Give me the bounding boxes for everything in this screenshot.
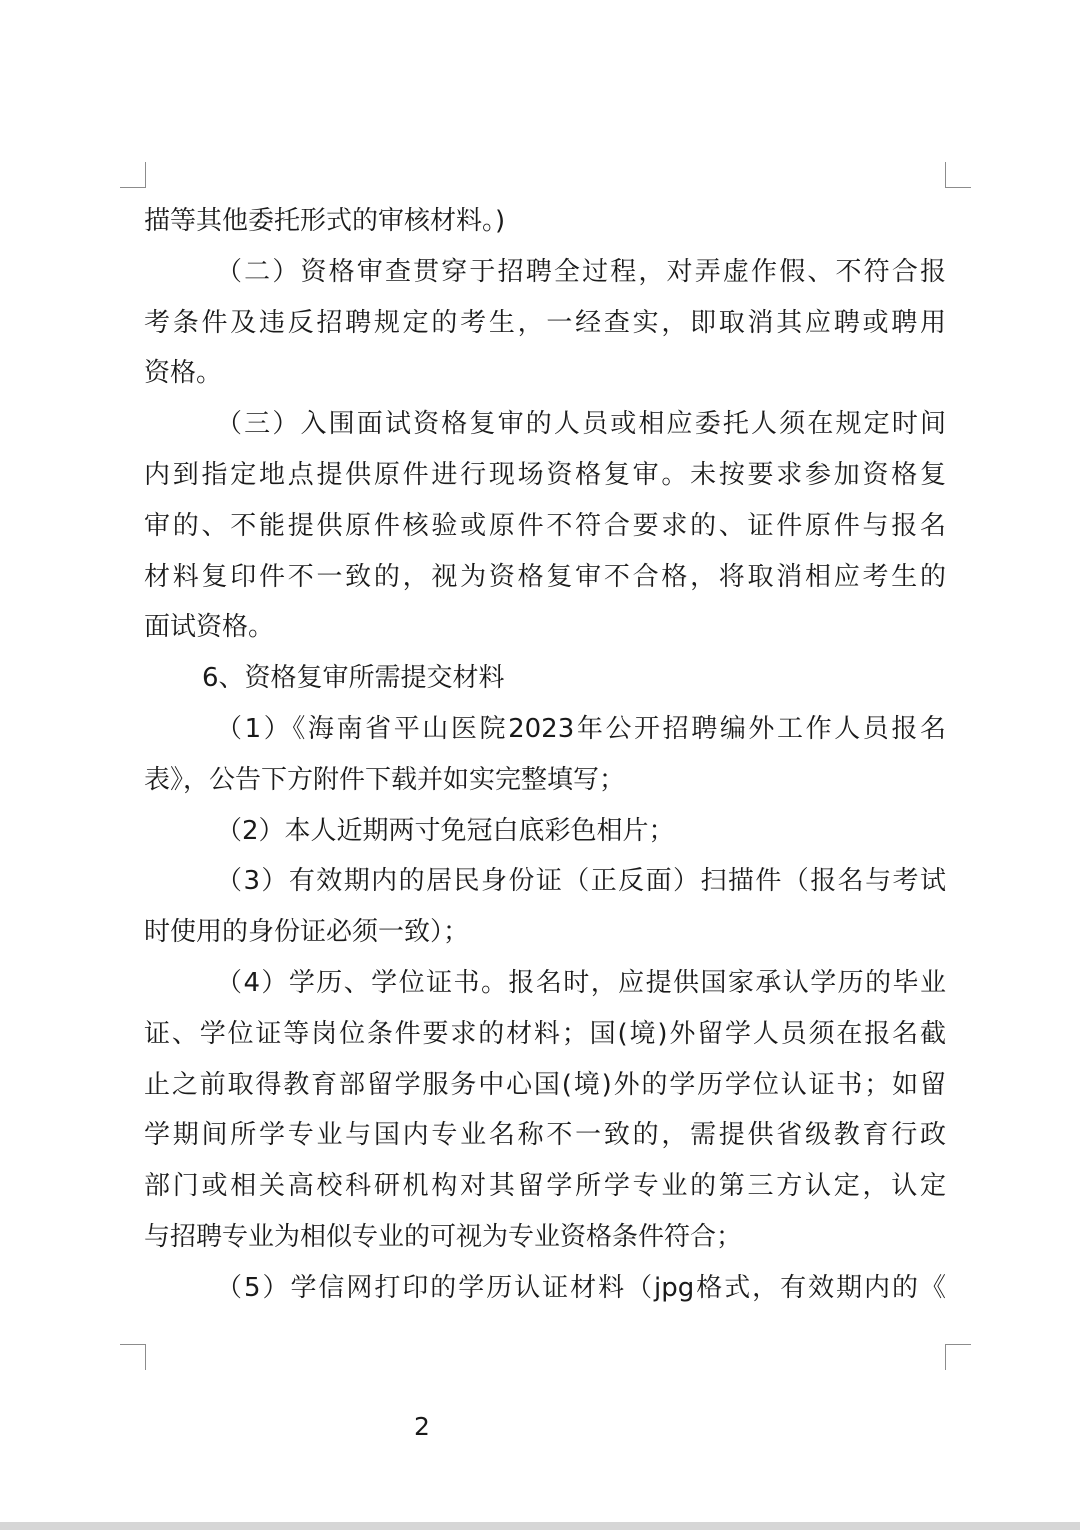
body-line: （二）资格审查贯穿于招聘全过程，对弄虚作假、不符合报 [216, 256, 946, 287]
body-line: 资格。 [144, 358, 223, 389]
crop-mark-top-left [120, 162, 146, 188]
body-line: 材料复印件不一致的，视为资格复审不合格，将取消相应考生的 [144, 561, 946, 592]
body-line: 考条件及违反招聘规定的考生，一经查实，即取消其应聘或聘用 [144, 307, 946, 338]
section-heading: 6、资格复审所需提交材料 [202, 663, 505, 694]
page-bottom-edge [0, 1522, 1080, 1530]
body-line: （3）有效期内的居民身份证（正反面）扫描件（报名与考试 [216, 866, 946, 897]
body-line: 审的、不能提供原件核验或原件不符合要求的、证件原件与报名 [144, 510, 946, 541]
body-line: 部门或相关高校科研机构对其留学所学专业的第三方认定，认定 [144, 1171, 946, 1202]
body-line: 与招聘专业为相似专业的可视为专业资格条件符合； [144, 1221, 743, 1252]
body-line: 时使用的身份证必须一致）； [144, 917, 470, 948]
body-line: 学期间所学专业与国内专业名称不一致的，需提供省级教育行政 [144, 1120, 946, 1151]
body-line: （5）学信网打印的学历认证材料（jpg格式，有效期内的《 [216, 1272, 946, 1303]
body-line: 内到指定地点提供原件进行现场资格复审。未按要求参加资格复 [144, 459, 946, 490]
body-line: （1）《海南省平山医院2023年公开招聘编外工作人员报名 [216, 713, 946, 744]
crop-mark-bottom-left [120, 1344, 146, 1370]
body-line: 止之前取得教育部留学服务中心国(境)外的学历学位认证书；如留 [144, 1069, 946, 1100]
body-line: （三）入围面试资格复审的人员或相应委托人须在规定时间 [216, 409, 946, 440]
document-body [144, 196, 946, 1314]
crop-mark-top-right [945, 162, 971, 188]
page-number: 2 [414, 1412, 430, 1441]
body-line: 描等其他委托形式的审核材料。) [144, 206, 506, 236]
body-line: （4）学历、学位证书。报名时，应提供国家承认学历的毕业 [216, 967, 946, 998]
body-line: 表》，公告下方附件下载并如实完整填写； [144, 764, 626, 795]
body-line: （2）本人近期两寸免冠白底彩色相片； [216, 815, 675, 846]
body-line: 面试资格。 [144, 612, 275, 643]
body-line: 证、学位证等岗位条件要求的材料；国(境)外留学人员须在报名截 [144, 1018, 946, 1049]
crop-mark-bottom-right [945, 1344, 971, 1370]
